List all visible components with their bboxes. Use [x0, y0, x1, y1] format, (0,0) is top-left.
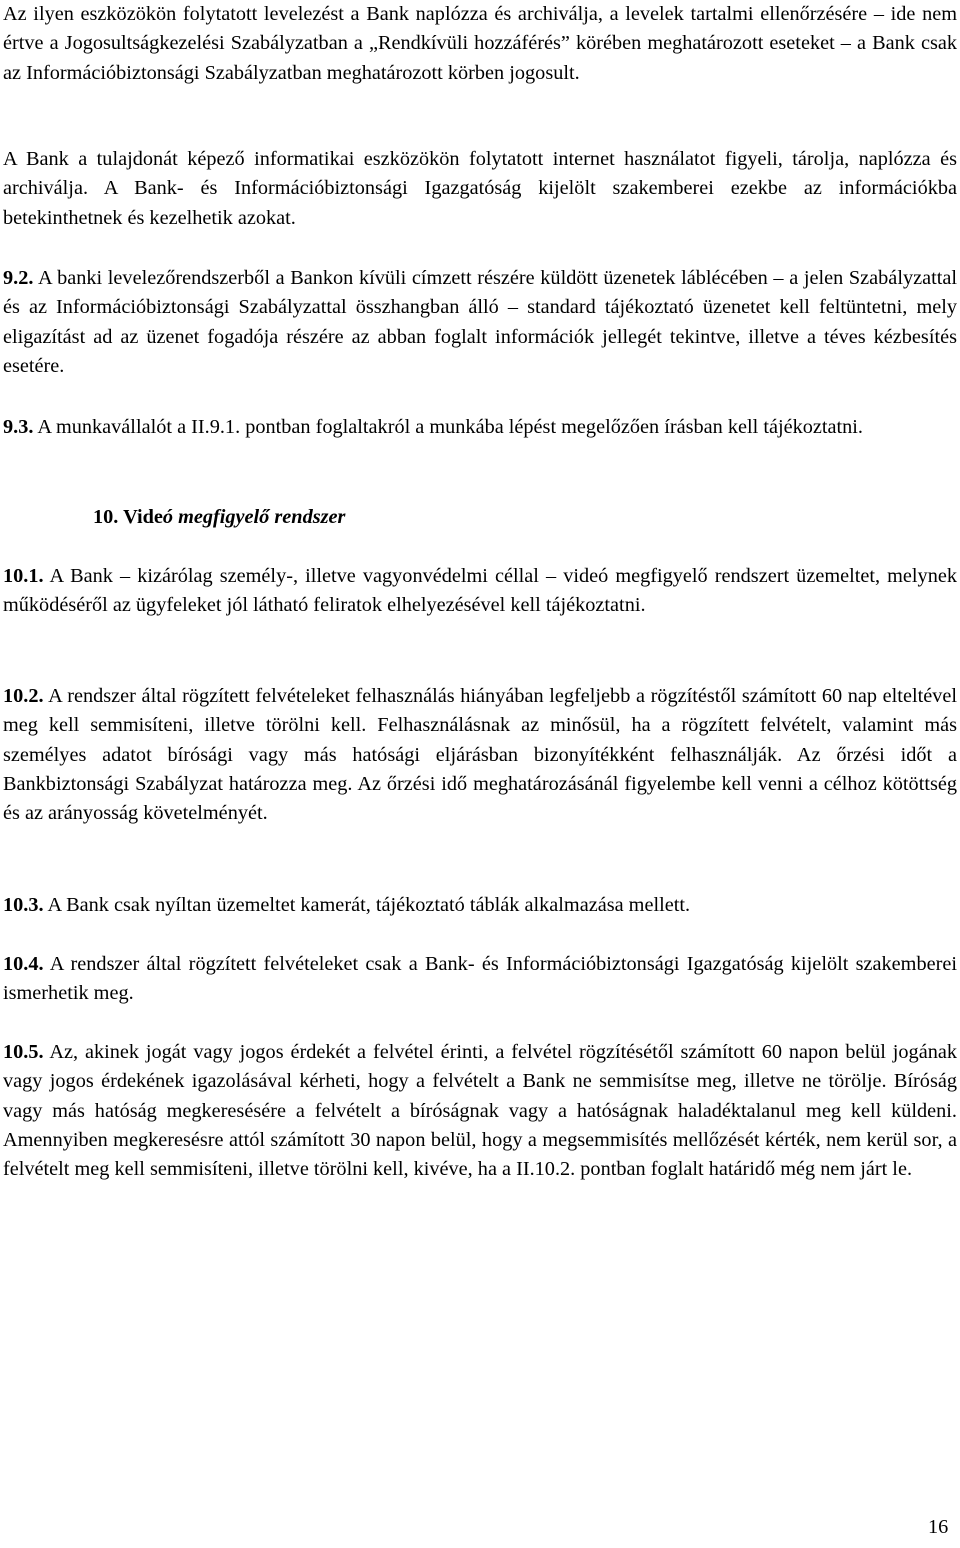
paragraph-10-4: [3, 950, 957, 1009]
paragraph-text: A banki levelezőrendszerből a Bankon kívüli címzett részére küldött üzenetek láblécében – a jelen Szabályzattal és az Információbiztonsági Szabályzattal összhangban álló – standard tájékoztató üzenetet kell feltüntetni, mely eligazítást ad az üzenet fogadója részére az abban foglalt információk jellegét tekintve, illetve a téves kézbesítés esetére.: [3, 267, 957, 377]
paragraph-text: A Bank – kizárólag személy-, illetve vagyonvédelmi céllal – videó megfigyelő rendszert üzemeltet, melynek működéséről az ügyfeleket jól látható feliratok elhelyezésével kell tájékoztatni.: [3, 565, 957, 617]
paragraph-number: 10.2.: [3, 685, 44, 707]
paragraph-email-archiving: [3, 0, 957, 88]
section-heading: [3, 503, 345, 532]
paragraph-text: Az, akinek jogát vagy jogos érdekét a felvétel érinti, a felvétel rögzítésétől számított 60 napon belül jogának vagy jogos érdekének igazolásával kérheti, hogy a felvételt a Bank ne semmisítse meg, illetve ne törölje. Bíróság vagy más hatóság megkeresésére a felvételt a bíróságnak vagy a hatóságnak haladéktalanul meg kell küldeni. Amennyiben megkeresésre attól számított 30 napon belül, hogy a megsemmisítés mellőzését kérték, nem kerül sor, a felvételt meg kell semmisíteni, illetve törölni kell, kivéve, ha a II.10.2. pontban foglalt határidő még nem járt le.: [3, 1041, 957, 1181]
paragraph-number: 10.5.: [3, 1041, 44, 1063]
paragraph-text: Az ilyen eszközökön folytatott levelezést a Bank naplózza és archiválja, a levelek tartalmi ellenőrzésére – ide nem értve a Jogosultságkezelési Szabályzatban a „Rendkívüli hozzáférés” körében meghatározott eseteket – a Bank csak az Információbiztonsági Szabályzatban meghatározott körben jogosult.: [3, 3, 957, 84]
paragraph-text: A Bank a tulajdonát képező informatikai eszközökön folytatott internet használatot figyeli, tárolja, naplózza és archiválja. A Bank- és Információbiztonsági Igazgatóság kijelölt szakemberei ezekbe az információkba betekinthetnek és kezelhetik azokat.: [3, 148, 957, 229]
page-number: 16: [928, 1516, 949, 1538]
paragraph-10-5: [3, 1038, 957, 1184]
paragraph-10-3: [3, 891, 957, 920]
paragraph-9-2: [3, 264, 957, 381]
paragraph-number: 10.4.: [3, 953, 44, 975]
paragraph-text: A munkavállalót a II.9.1. pontban foglaltakról a munkába lépést megelőzően írásban kell tájékoztatni.: [33, 416, 864, 438]
paragraph-internet-monitoring: [3, 145, 957, 233]
paragraph-number: 9.2.: [3, 267, 34, 289]
paragraph-text: A rendszer által rögzített felvételeket felhasználás hiányában legfeljebb a rögzítéstől számított 60 nap elteltével meg kell semmisíteni, illetve törölni kell. Felhasználásnak az minősül, ha a rögzített felvételt, valamint más személyes adatot bírósági vagy más hatósági eljárásban bizonyítékként felhasználják. Az őrzési időt a Bankbiztonsági Szabályzat határozza meg. Az őrzési idő meghatározásánál figyelembe kell venni a célhoz kötöttség és az arányosság követelményét.: [3, 685, 957, 825]
paragraph-number: 10.3.: [3, 894, 44, 916]
paragraph-text: A rendszer által rögzített felvételeket csak a Bank- és Információbiztonsági Igazgatóság kijelölt szakemberei ismerhetik meg.: [3, 953, 957, 1005]
section-heading-number: 10.: [93, 506, 119, 528]
paragraph-10-2: [3, 682, 957, 828]
paragraph-10-1: [3, 562, 957, 621]
section-heading-title: Videó megfigyelő rendszer: [123, 506, 346, 528]
paragraph-number: 10.1.: [3, 565, 44, 587]
paragraph-text: A Bank csak nyíltan üzemeltet kamerát, tájékoztató táblák alkalmazása mellett.: [43, 894, 691, 916]
paragraph-9-3: [3, 413, 957, 442]
paragraph-number: 9.3.: [3, 416, 34, 438]
